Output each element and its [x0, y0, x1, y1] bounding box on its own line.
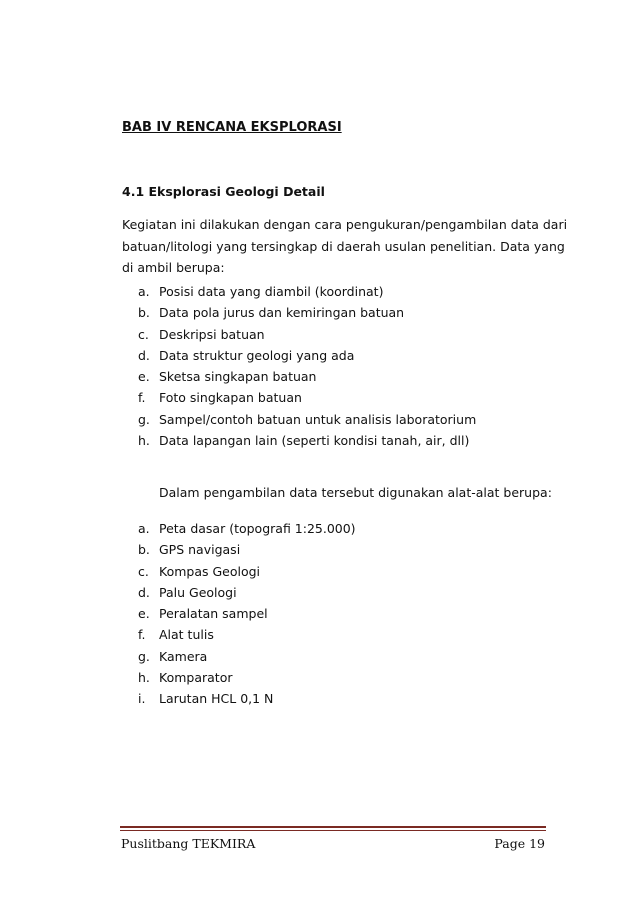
list-marker: h.	[138, 433, 150, 449]
list-item-text: Foto singkapan batuan	[159, 390, 302, 406]
list-item	[138, 518, 356, 539]
footer-rule	[120, 830, 546, 831]
list-item-text: Sketsa singkapan batuan	[159, 369, 317, 385]
list-item-text: GPS navigasi	[159, 542, 241, 558]
list-marker: b.	[138, 305, 150, 321]
list-marker: a.	[138, 284, 150, 299]
paragraph-line: di ambil berupa:	[122, 260, 225, 275]
list-item	[138, 539, 356, 560]
list-item-text: Deskripsi batuan	[159, 326, 265, 342]
list-item	[138, 387, 476, 408]
paragraph-line: batuan/litologi yang tersingkap di daerah usulan penelitian. Data yang	[122, 238, 565, 254]
list-item-text: Komparator	[159, 670, 233, 686]
list-item-text: Posisi data yang diambil (koordinat)	[159, 284, 384, 299]
list-item	[138, 302, 476, 323]
list-item	[138, 624, 356, 645]
list-item-text: Kompas Geologi	[159, 563, 261, 579]
list-marker: d.	[138, 347, 150, 363]
list-item	[138, 688, 356, 709]
list-item-text: Palu Geologi	[159, 584, 237, 600]
list-marker: g.	[138, 648, 150, 664]
list-item	[138, 409, 476, 430]
tools-intro: Dalam pengambilan data tersebut digunakan alat-alat berupa:	[159, 485, 552, 500]
data-items-list	[138, 281, 476, 451]
list-marker: d.	[138, 584, 150, 600]
list-marker: g.	[138, 411, 150, 427]
list-marker: c.	[138, 563, 149, 579]
list-item-text: Data lapangan lain (seperti kondisi tanah, air, dll)	[159, 433, 470, 449]
paragraph-line: Kegiatan ini dilakukan dengan cara pengukuran/pengambilan data dari	[122, 217, 568, 232]
list-item-text: Peta dasar (topografi 1:25.000)	[159, 521, 356, 536]
list-item	[138, 646, 356, 667]
section-paragraph	[122, 214, 568, 279]
list-marker: f.	[138, 627, 146, 643]
list-item-text: Sampel/contoh batuan untuk analisis laboratorium	[159, 411, 477, 427]
list-item-text: Data pola jurus dan kemiringan batuan	[159, 305, 405, 321]
footer-organization: Puslitbang TEKMIRA	[121, 836, 256, 851]
list-item	[138, 430, 476, 451]
list-item-text: Peralatan sampel	[159, 606, 268, 622]
list-item	[138, 561, 356, 582]
list-item-text: Kamera	[159, 648, 208, 664]
list-item	[138, 345, 476, 366]
list-marker: f.	[138, 390, 146, 406]
list-item-text: Larutan HCL 0,1 N	[159, 691, 274, 707]
list-item	[138, 366, 476, 387]
list-marker: c.	[138, 326, 149, 342]
list-item	[138, 281, 476, 302]
page-number: Page 19	[494, 836, 545, 851]
list-item-text: Data struktur geologi yang ada	[159, 347, 355, 363]
list-item	[138, 667, 356, 688]
list-marker: e.	[138, 369, 150, 385]
list-item-text: Alat tulis	[159, 627, 214, 643]
list-marker: e.	[138, 606, 150, 622]
list-marker: i.	[138, 691, 146, 707]
section-title: 4.1 Eksplorasi Geologi Detail	[122, 184, 325, 199]
list-item	[138, 603, 356, 624]
chapter-title: BAB IV RENCANA EKSPLORASI	[122, 120, 342, 135]
list-item	[138, 324, 476, 345]
tools-list	[138, 518, 356, 710]
list-marker: h.	[138, 670, 150, 686]
list-marker: a.	[138, 521, 150, 536]
page-footer	[120, 826, 546, 862]
list-marker: b.	[138, 542, 150, 558]
footer-rule	[120, 826, 546, 828]
list-item	[138, 582, 356, 603]
